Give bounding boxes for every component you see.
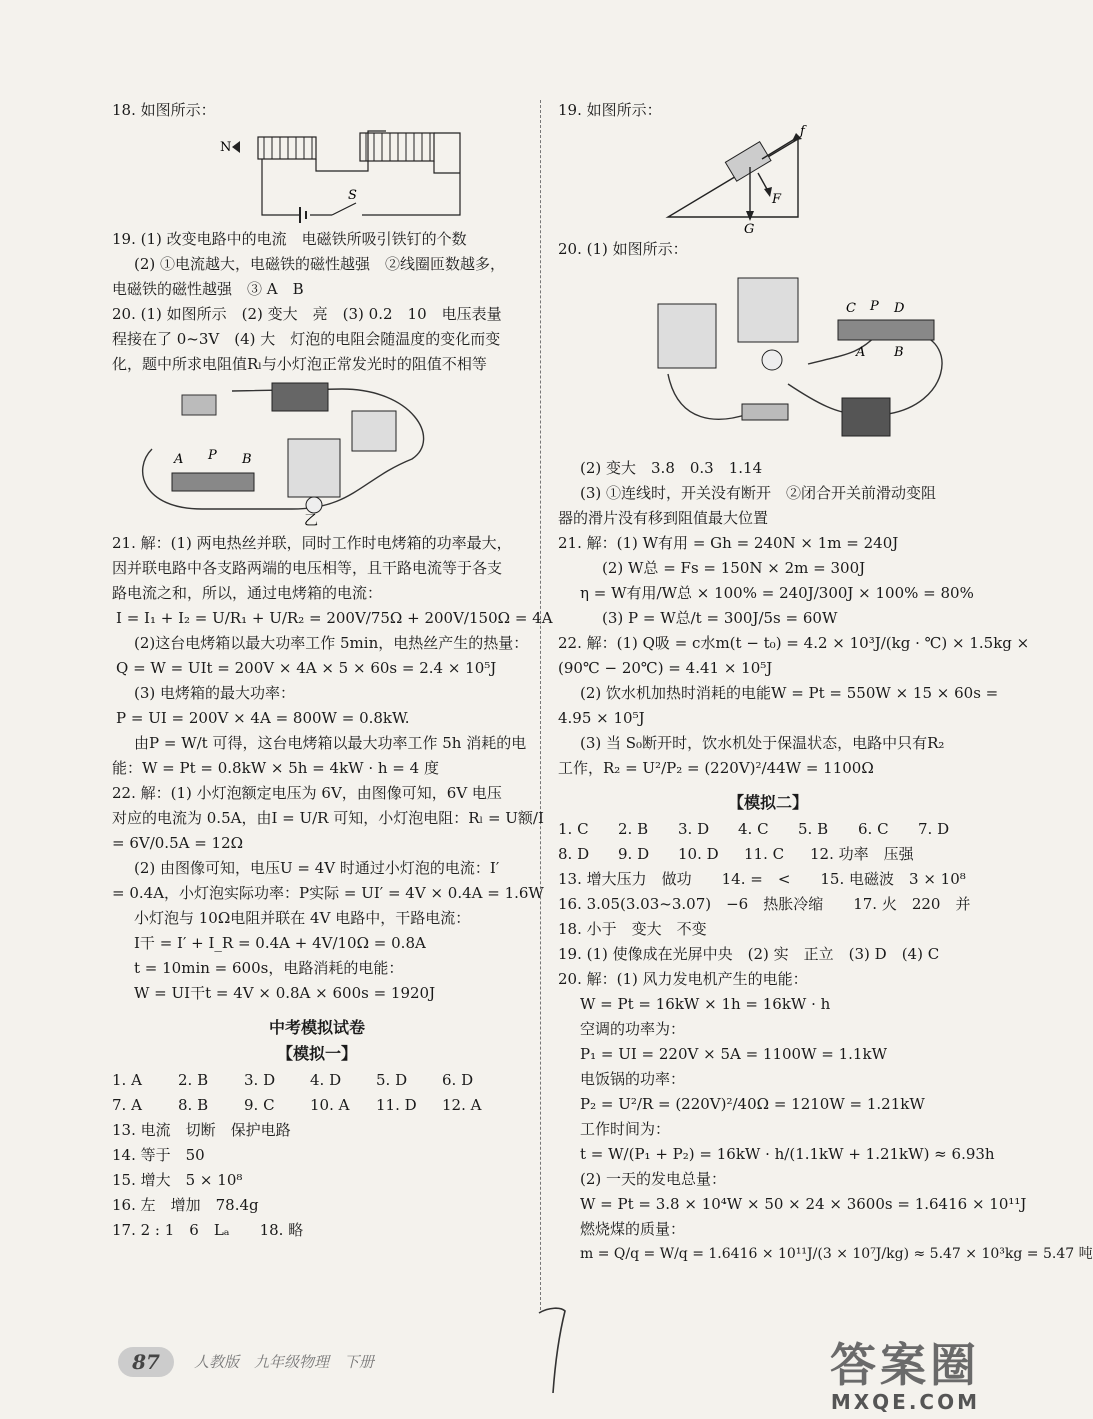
q22-part3a: (3) 当 S₀断开时，饮水机处于保温状态，电路中只有R₂: [580, 734, 945, 752]
switch-icon: [742, 404, 788, 420]
q21-line1: 21. 解：(1) 两电热丝并联，同时工作时电烤箱的功率最大，: [112, 534, 512, 552]
ammeter-icon: [658, 304, 716, 368]
q22-eq1: I干 = I′ + I_R = 0.4A + 4V/10Ω = 0.8A: [134, 934, 426, 952]
q22-line2: 对应的电流为 0.5A，由I = U/R 可知，小灯泡电阻：Rₗ = U额/I: [112, 809, 544, 827]
q21-part3: (3) 电烤箱的最大功率：: [134, 684, 296, 702]
right-coil: [360, 133, 434, 161]
answer-item: 9. D: [618, 845, 650, 863]
left-coil: [258, 137, 316, 159]
q21-part3: (3) P = W总/t = 300J/5s = 60W: [602, 609, 838, 627]
q21-part3b: 由P = W/t 可得，这台电烤箱以最大功率工作 5h 消耗的电: [134, 734, 527, 752]
q22-eq3: W = UI干t = 4V × 0.8A × 600s = 1920J: [134, 984, 436, 1002]
answer-item: 1. C: [558, 820, 589, 838]
answer-item: 11. C: [744, 845, 785, 863]
sim1-q15: 15. 增大 5 × 10⁸: [112, 1171, 243, 1189]
voltmeter-icon: [288, 439, 340, 497]
switch-icon: [182, 395, 216, 415]
terminal-b-label: B: [242, 452, 252, 467]
sim2-q20e: 电饭锅的功率：: [580, 1070, 686, 1088]
rheostat-icon: [838, 320, 934, 340]
sim1-answer-row1: [112, 1068, 522, 1093]
q21-eq1: I = I₁ + I₂ = U/R₁ + U/R₂ = 200V/75Ω + 200V/150Ω = 4A: [116, 609, 553, 627]
q22-part2a: (2) 饮水机加热时消耗的电能W = Pt = 550W × 15 × 60s =: [580, 684, 999, 702]
circuit-wiring-figure-yi: [112, 379, 492, 529]
q18-heading: 18. 如图所示：: [112, 101, 216, 119]
q20-line1: 20. (1) 如图所示 (2) 变大 亮 (3) 0.2 10 电压表量: [112, 305, 502, 323]
answer-item: 7. D: [918, 820, 950, 838]
q20-line2: 程接在了 0~3V (4) 大 灯泡的电阻会随温度的变化而变: [112, 330, 501, 348]
pressure-label: F: [772, 192, 782, 207]
answer-item: 12. A: [442, 1096, 482, 1114]
right-column: [558, 98, 1093, 1267]
circuit-wiring-figure: [558, 264, 958, 454]
block-icon: [725, 142, 771, 181]
q19-heading: 19. 如图所示：: [558, 101, 662, 119]
q21-eq2: Q = W = UIt = 200V × 4A × 5 × 60s = 2.4 × 10⁵J: [116, 659, 497, 677]
slider-p-label: P: [870, 299, 879, 314]
q21-eq3: P = UI = 200V × 4A = 800W = 0.8kW.: [116, 709, 410, 727]
answer-item: 8. B: [178, 1096, 209, 1114]
sim2-q20f: P₂ = U²/R = (220V)²/40Ω = 1210W = 1.21kW: [580, 1095, 925, 1113]
terminal-a-label: A: [174, 452, 184, 467]
terminal-d-label: D: [894, 301, 905, 316]
q20-heading: 20. (1) 如图所示：: [558, 240, 688, 258]
section-title: 中考模拟试卷: [268, 1018, 365, 1037]
sim1-answer-row2: [112, 1093, 522, 1118]
watermark-logo: 答案圈: [830, 1338, 980, 1392]
sim1-q13: 13. 电流 切断 保护电路: [112, 1121, 291, 1139]
voltmeter-icon: [738, 278, 798, 342]
answer-item: 12. 功率 压强: [810, 845, 914, 863]
answer-item: 2. B: [618, 820, 649, 838]
terminal-a-label: A: [856, 345, 866, 360]
sim2-answer-row2: [558, 842, 978, 867]
friction-label: f: [800, 124, 805, 139]
terminal-c-label: C: [846, 301, 856, 316]
sim2-q18: 18. 小于 变大 不变: [558, 920, 707, 938]
sim2-q20k: 燃烧煤的质量：: [580, 1220, 686, 1238]
sim1-q14: 14. 等于 50: [112, 1146, 205, 1164]
q21-part1: 21. 解：(1) W有用 = Gh = 240N × 1m = 240J: [558, 534, 899, 552]
q21-line2: 因并联电路中各支路两端的电压相等，且干路电流等于各支: [112, 559, 503, 577]
switch-icon: [332, 203, 356, 215]
answer-item: 1. A: [112, 1071, 142, 1089]
answer-item: 5. D: [376, 1071, 408, 1089]
book-title: 人教版 九年级物理 下册: [194, 1352, 375, 1371]
sim2-q20h: t = W/(P₁ + P₂) = 16kW · h/(1.1kW + 1.21kW) ≈ 6.93h: [580, 1145, 995, 1163]
terminal-b-label: B: [894, 345, 904, 360]
answer-item: 8. D: [558, 845, 590, 863]
q22-part1a: 22. 解：(1) Q吸 = c水m(t − t₀) = 4.2 × 10³J/(kg · ℃) × 1.5kg ×: [558, 634, 1030, 652]
q19-line3: 电磁铁的磁性越强 ③ A B: [112, 280, 304, 298]
battery-icon: [300, 207, 306, 223]
q22-part2b: 4.95 × 10⁵J: [558, 709, 645, 727]
page-number: 87: [118, 1347, 174, 1377]
q22-line1: 22. 解：(1) 小灯泡额定电压为 6V，由图像可知，6V 电压: [112, 784, 502, 802]
answer-item: 4. C: [738, 820, 769, 838]
compass-needle-icon: [232, 141, 240, 153]
switch-label: S: [348, 188, 357, 203]
incline-force-figure: [558, 125, 958, 235]
q21-part3c: 能：W = Pt = 0.8kW × 5h = 4kW · h = 4 度: [112, 759, 439, 777]
sim2-q19: 19. (1) 使像成在光屏中央 (2) 实 正立 (3) D (4) C: [558, 945, 940, 963]
answer-item: 6. C: [858, 820, 889, 838]
ammeter-icon: [352, 411, 396, 451]
answer-item: 3. D: [244, 1071, 276, 1089]
sim2-title: 【模拟二】: [727, 793, 808, 812]
answer-item: 2. B: [178, 1071, 209, 1089]
figure-caption: 乙: [304, 513, 318, 529]
battery-icon: [842, 398, 890, 436]
sim2-q20d: P₁ = UI = 220V × 5A = 1100W = 1.1kW: [580, 1045, 887, 1063]
q22-part2c: 小灯泡与 10Ω电阻并联在 4V 电路中，干路电流：: [134, 909, 471, 927]
left-column: [112, 98, 553, 1243]
answer-item: 9. C: [244, 1096, 275, 1114]
q19-line1: 19. (1) 改变电路中的电流 电磁铁所吸引铁钉的个数: [112, 230, 467, 248]
rheostat-icon: [172, 473, 254, 491]
answer-item: 10. D: [678, 845, 719, 863]
page-footer: [118, 1347, 374, 1377]
answer-item: 10. A: [310, 1096, 350, 1114]
column-divider: [540, 100, 541, 1310]
answer-item: 5. B: [798, 820, 829, 838]
sim2-q20i: (2) 一天的发电总量：: [580, 1170, 727, 1188]
q22-part1b: (90℃ − 20℃) = 4.41 × 10⁵J: [558, 659, 773, 677]
bulb-icon: [306, 497, 322, 513]
answer-item: 7. A: [112, 1096, 142, 1114]
gravity-label: G: [744, 222, 755, 237]
q21-eta: η = W有用/W总 × 100% = 240J/300J × 100% = 80%: [580, 584, 974, 602]
answer-item: 11. D: [376, 1096, 417, 1114]
sim2-q20g: 工作时间为：: [580, 1120, 671, 1138]
q21-part2: (2)这台电烤箱以最大功率工作 5min，电热丝产生的热量：: [134, 634, 529, 652]
q22-part3b: 工作，R₂ = U²/P₂ = (220V)²/44W = 1100Ω: [558, 759, 874, 777]
sim2-q13: 13. 增大压力 做功 14. = < 15. 电磁波 3 × 10⁸: [558, 870, 966, 888]
sim2-q20l: m = Q/q = W/q = 1.6416 × 10¹¹J/(3 × 10⁷J/kg) ≈ 5.47 × 10³kg = 5.47 吨: [580, 1246, 1093, 1262]
bulb-icon: [762, 350, 782, 370]
q20-line3: 化，题中所求电阻值Rₗ与小灯泡正常发光时的阻值不相等: [112, 355, 487, 373]
watermark: [830, 1339, 980, 1413]
q22-line3: = 6V/0.5A = 12Ω: [112, 834, 244, 852]
sim2-q20b: W = Pt = 16kW × 1h = 16kW · h: [580, 995, 831, 1013]
q22-part2b: = 0.4A，小灯泡实际功率：P实际 = UI′ = 4V × 0.4A = 1.6W: [112, 884, 544, 902]
answer-item: 4. D: [310, 1071, 342, 1089]
battery-icon: [272, 383, 328, 411]
q19-line2: (2) ①电流越大，电磁铁的磁性越强 ②线圈匝数越多，: [134, 255, 506, 273]
q20-part3a: (3) ①连线时，开关没有断开 ②闭合开关前滑动变阻: [580, 484, 937, 502]
watermark-site: MXQE.COM: [830, 1390, 980, 1414]
sim1-q17: 17. 2 : 1 6 Lₐ 18. 略: [112, 1221, 304, 1239]
slider-p-label: P: [208, 448, 217, 463]
q20-part2: (2) 变大 3.8 0.3 1.14: [580, 459, 763, 477]
sim2-q20a: 20. 解：(1) 风力发电机产生的电能：: [558, 970, 808, 988]
answer-item: 3. D: [678, 820, 710, 838]
pen-mark: [535, 1305, 575, 1395]
sim2-q20j: W = Pt = 3.8 × 10⁴W × 50 × 24 × 3600s = 1.6416 × 10¹¹J: [580, 1195, 1027, 1213]
electromagnet-circuit-figure: [112, 125, 492, 225]
q21-line3: 路电流之和，所以，通过电烤箱的电流：: [112, 584, 383, 602]
sim2-q20c: 空调的功率为：: [580, 1020, 686, 1038]
n-pole-label: N: [220, 140, 232, 155]
q20-part3b: 器的滑片没有移到阻值最大位置: [558, 509, 769, 527]
sim2-q16: 16. 3.05(3.03~3.07) −6 热胀冷缩 17. 火 220 并: [558, 895, 971, 913]
q22-eq2: t = 10min = 600s，电路消耗的电能：: [134, 959, 404, 977]
answer-item: 6. D: [442, 1071, 474, 1089]
sim1-q16: 16. 左 增加 78.4g: [112, 1196, 259, 1214]
sim1-title: 【模拟一】: [276, 1044, 357, 1063]
sim2-answer-row1: [558, 817, 978, 842]
q22-part2a: (2) 由图像可知，电压U = 4V 时通过小灯泡的电流：I′: [134, 859, 500, 877]
q21-part2: (2) W总 = Fs = 150N × 2m = 300J: [602, 559, 866, 577]
